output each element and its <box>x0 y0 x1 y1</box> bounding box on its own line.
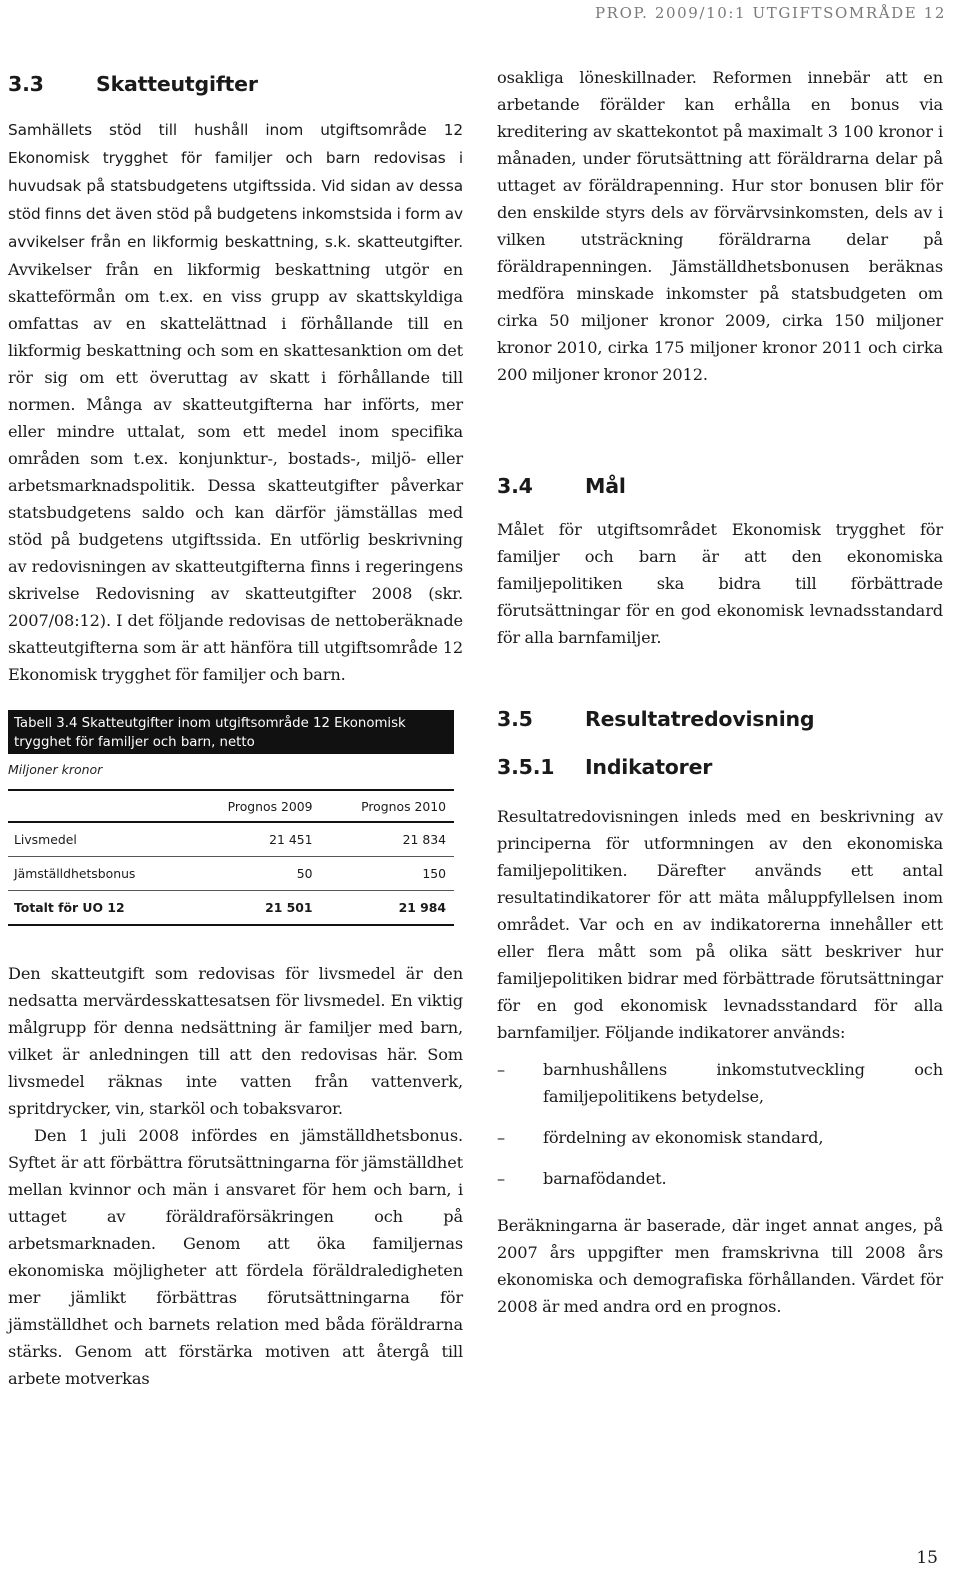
table-header-2009: Prognos 2009 <box>187 790 320 822</box>
list-item <box>497 1124 943 1151</box>
section-title: Skatteutgifter <box>96 72 258 96</box>
section-heading-3-4 <box>497 474 943 498</box>
table-unit: Miljoner kronor <box>8 762 103 777</box>
row-label: Jämställdhetsbonus <box>8 857 187 891</box>
total-label: Totalt för UO 12 <box>8 891 187 926</box>
section-heading-3-5-1 <box>497 755 943 779</box>
livsmedel-paragraph: Den skatteutgift som redovisas för livsmedel är den nedsatta mervärdesskattesatsen för livsmedel. En viktig målgrupp för denna nedsättning är familjer med barn, vilket är anledningen till att den redovisas här. Som livsmedel räknas inte vatten från vattenverk, spritdrycker, vin, starköl och tobaksvaror. <box>8 964 463 1118</box>
list-item-text: barnafödandet. <box>543 1169 667 1188</box>
table-3-4 <box>8 710 454 926</box>
section-number: 3.3 <box>8 72 44 96</box>
list-dash: – <box>497 1128 505 1147</box>
left-column <box>8 64 463 1392</box>
table-title: Tabell 3.4 Skatteutgifter inom utgiftsområde 12 Ekonomisk trygghet för familjer och barn, netto <box>8 710 454 754</box>
section-number: 3.4 <box>497 474 533 498</box>
indikatorer-paragraph: Resultatredovisningen inleds med en beskrivning av principerna för utformningen av den ekonomiska familjepolitiken. Därefter används ett antal resultatindikatorer för att mäta måluppfyllelsen inom området. Var och en av indikatorerna innehåller ett eller flera mått som på olika sätt beskriver hur familjepolitiken bidrar med förbättrade förutsättningar för en god ekonomisk levnadsstandard för alla barnfamiljer. Följande indikatorer används: <box>497 807 943 1042</box>
section-number: 3.5.1 <box>497 755 555 779</box>
list-dash: – <box>497 1169 505 1188</box>
page-number: 15 <box>916 1548 938 1568</box>
row-value-2009: 50 <box>187 857 320 891</box>
berakningar-paragraph: Beräkningarna är baserade, där inget annat anges, på 2007 års uppgifter men framskrivna till 2008 års ekonomiska och demografiska förhållanden. Värdet för 2008 är med andra ord en prognos. <box>497 1216 943 1316</box>
data-table <box>8 789 454 926</box>
table-total-row <box>8 891 454 926</box>
mal-paragraph: Målet för utgiftsområdet Ekonomisk trygghet för familjer och barn är att den ekonomiska familjepolitiken ska bidra till förbättrade förutsättningar för en god ekonomisk levnadsstandard för alla barnfamiljer. <box>497 520 943 647</box>
list-item <box>497 1056 943 1110</box>
row-value-2009: 21 451 <box>187 822 320 857</box>
table-header-2010: Prognos 2010 <box>321 790 454 822</box>
table-row <box>8 822 454 857</box>
bonus-continued-paragraph: osakliga löneskillnader. Reformen innebär att en arbetande förälder kan erhålla en bonus via kreditering av skattekontot på maximalt 3 100 kronor i månaden, under förutsättning att föräldrarna delar på uttaget av föräldrapenning. Hur stor bonusen blir för den enskilde styrs dels av förvärvsinkomsten, dels av i vilken utsträckning föräldrarna delar på föräldrapenningen. Jämställdhetsbonusen beräknas medföra minskade inkomster på statsbudgeten om cirka 50 miljoner kronor 2009, cirka 150 miljoner kronor 2010, cirka 175 miljoner kronor 2011 och cirka 200 miljoner kronor 2012. <box>497 68 943 384</box>
table-header-empty <box>8 790 187 822</box>
row-value-2010: 21 834 <box>321 822 454 857</box>
intro-serif-text: Avvikelser från en likformig beskattning utgör en skatteförmån om t.ex. en viss grupp av skattskyldiga omfattas av en skattelättnad i förhållande till en likformig beskattning och som en skattesanktion om det rör sig om ett överuttag av skatt i förhållande till normen. Många av skatteutgifterna har införts, mer eller mindre uttalat, som ett medel inom specifika områden som t.ex. konjunktur-, bostads-, miljö- eller arbetsmarknadspolitik. Dessa skatteutgifter påverkar statsbudgetens saldo och kan därför jämställas med stöd på budgetens utgiftssida. En utförlig beskrivning av redovisningen av skatteutgifterna finns i regeringens skrivelse Redovisning av skatteutgifter 2008 (skr. 2007/08:12). I det följande redovisas de nettoberäknade skatteutgifterna som är att hänföra till utgiftsområde 12 Ekonomisk trygghet för familjer och barn. <box>8 260 463 684</box>
row-label: Livsmedel <box>8 822 187 857</box>
intro-sans-text: Samhällets stöd till hushåll inom utgiftsområde 12 Ekonomisk trygghet för familjer och barn redovisas i huvudsak på statsbudgetens utgiftssida. Vid sidan av dessa stöd finns det även stöd på budgetens inkomstsida i form av avvikelser från en likformig beskattning, s.k. skatteutgifter. <box>8 121 463 251</box>
table-row <box>8 857 454 891</box>
section-heading-3-3 <box>8 64 463 104</box>
list-item-text: fördelning av ekonomisk standard, <box>543 1128 824 1147</box>
row-value-2010: 150 <box>321 857 454 891</box>
section-title: Resultatredovisning <box>585 707 815 731</box>
indicator-list <box>497 1056 943 1192</box>
right-column <box>497 64 943 1320</box>
list-item <box>497 1165 943 1192</box>
list-dash: – <box>497 1060 505 1079</box>
intro-paragraph <box>8 116 463 688</box>
list-item-text: barnhushållens inkomstutveckling och familjepolitikens betydelse, <box>543 1060 943 1106</box>
section-number: 3.5 <box>497 707 533 731</box>
table-header-row <box>8 790 454 822</box>
section-title: Mål <box>585 474 626 498</box>
section-title: Indikatorer <box>585 755 713 779</box>
section-heading-3-5 <box>497 707 943 731</box>
running-header: PROP. 2009/10:1 UTGIFTSOMRÅDE 12 <box>594 4 946 22</box>
total-value-2010: 21 984 <box>321 891 454 926</box>
bonus-paragraph: Den 1 juli 2008 infördes en jämställdhetsbonus. Syftet är att förbättra förutsättningarna för jämställdhet mellan kvinnor och män i ansvaret för hem och barn, i uttaget av föräldraförsäkringen och på arbetsmarknaden. Genom att öka familjernas ekonomiska möjligheter att fördela föräldraledigheten mer jämlikt förbättras förutsättningarna för jämställdhet och barnets relation med båda föräldrarna stärks. Genom att förstärka motiven att återgå till arbete motverkas <box>8 1126 463 1388</box>
total-value-2009: 21 501 <box>187 891 320 926</box>
